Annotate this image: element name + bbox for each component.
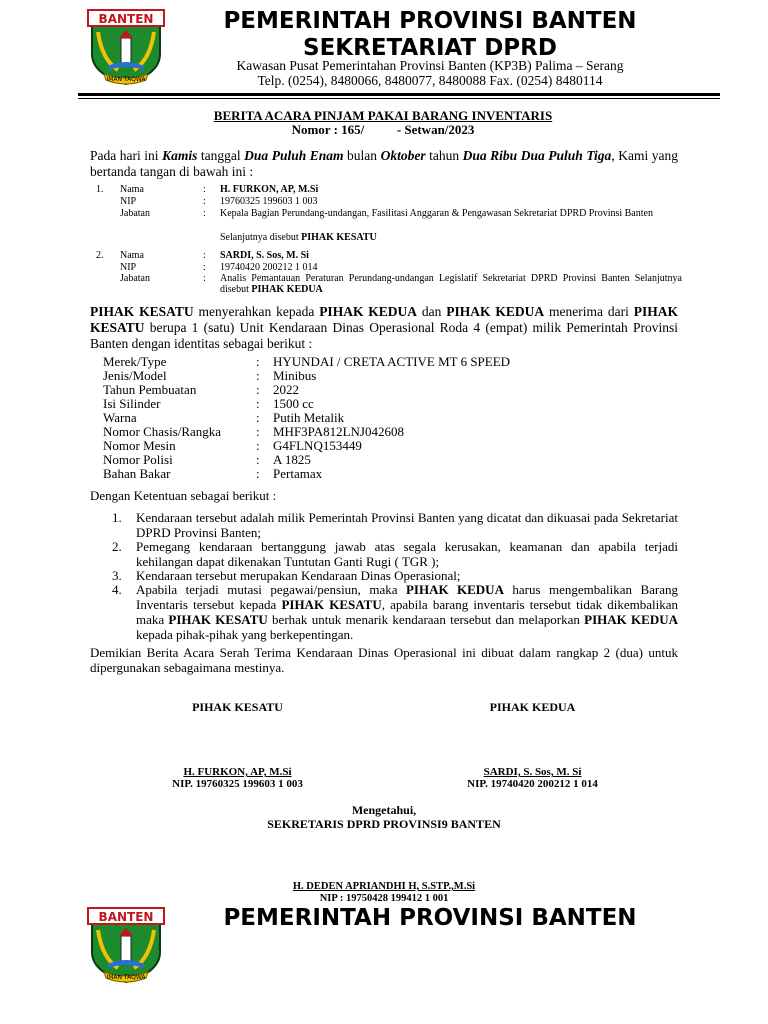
colon: : — [256, 466, 260, 481]
term-3: Kendaraan tersebut merupakan Kendaraan Dinas Operasional; — [136, 568, 461, 583]
footer-letterhead-title: PEMERINTAH PROVINSI BANTEN — [223, 905, 637, 931]
signature-right-nip: NIP. 19740420 200212 1 014 — [467, 778, 598, 790]
vehicle-label-fuel: Bahan Bakar — [103, 466, 171, 481]
vehicle-label-plate: Nomor Polisi — [103, 452, 173, 467]
colon: : — [256, 354, 260, 369]
letterhead-subtitle: SEKRETARIAT DPRD — [303, 35, 557, 61]
colon: : — [256, 438, 260, 453]
term-2: Pemegang kendaraan bertanggung jawab atas segala kerusakan, keamanan dan apabila terjadi kehilangan dapat dikenakan Tuntutan Ganti Rugi ( TGR ); — [136, 539, 678, 569]
document-title: BERITA ACARA PINJAM PAKAI BARANG INVENTARIS — [213, 108, 553, 123]
letterhead-address: Kawasan Pusat Pemerintahan Provinsi Banten (KP3B) Palima – Serang — [236, 58, 624, 73]
colon: : — [203, 208, 206, 219]
term-4-number: 4. — [112, 582, 122, 597]
colon: : — [256, 368, 260, 383]
vehicle-value-color: Putih Metalik — [273, 410, 345, 425]
party-2-name-label: Nama — [120, 250, 144, 261]
colon: : — [256, 382, 260, 397]
svg-text:BANTEN: BANTEN — [98, 12, 154, 26]
term-3-number: 3. — [112, 568, 122, 583]
term-2-number: 2. — [112, 539, 122, 554]
closing-paragraph: Demikian Berita Acara Serah Terima Kendaraan Dinas Operasional ini dibuat dalam rangkap 2 (dua) untuk dipergunakan sebagaimana mestinya. — [90, 645, 678, 675]
acknowledgement-role: SEKRETARIS DPRD PROVINSI9 BANTEN — [267, 817, 501, 831]
colon: : — [256, 452, 260, 467]
signature-left-nip: NIP. 19760325 199603 1 003 — [172, 778, 303, 790]
colon: : — [256, 396, 260, 411]
vehicle-value-model: Minibus — [273, 368, 317, 383]
party-1-name-label: Nama — [120, 184, 144, 195]
vehicle-label-color: Warna — [103, 410, 137, 425]
vehicle-value-year: 2022 — [273, 382, 299, 397]
party-1-name: H. FURKON, AP, M.Si — [220, 184, 319, 195]
header-rule-thin — [78, 98, 720, 99]
svg-text:IMAN TAQWA: IMAN TAQWA — [106, 76, 146, 83]
signature-right-name: SARDI, S. Sos, M. Si — [483, 766, 582, 778]
signature-right-role: PIHAK KEDUA — [489, 700, 576, 714]
party-2-name: SARDI, S. Sos, M. Si — [220, 250, 309, 261]
document-number: Nomor : 165/ - Setwan/2023 — [291, 122, 475, 137]
vehicle-label-model: Jenis/Model — [103, 368, 167, 383]
colon: : — [203, 262, 206, 273]
svg-text:IMAN TAQWA: IMAN TAQWA — [106, 974, 146, 981]
acknowledgement-nip: NIP : 19750428 199412 1 001 — [319, 893, 449, 904]
opening-paragraph: Pada hari ini Kamis tanggal Dua Puluh Enam bulan Oktober tahun Dua Ribu Dua Puluh Tiga, Kami yang bertanda tangan di bawah ini : — [90, 148, 678, 179]
signature-left-name: H. FURKON, AP, M.Si — [183, 766, 292, 778]
colon: : — [203, 196, 206, 207]
party-1-nip: 19760325 199603 1 003 — [220, 196, 318, 207]
svg-text:BANTEN: BANTEN — [98, 910, 154, 924]
vehicle-label-chassis: Nomor Chasis/Rangka — [103, 424, 222, 439]
vehicle-value-engine: G4FLNQ153449 — [273, 438, 362, 453]
party-1-job-label: Jabatan — [120, 208, 150, 219]
transfer-paragraph: PIHAK KESATU menyerahkan kepada PIHAK KEDUA dan PIHAK KEDUA menerima dari PIHAK KESATU berupa 1 (satu) Unit Kendaraan Dinas Operasional Roda 4 (empat) milik Pemerintah Provinsi Banten dengan identitas sebagai berikut : — [90, 304, 678, 351]
terms-intro: Dengan Ketentuan sebagai berikut : — [90, 488, 277, 503]
vehicle-label-brand: Merek/Type — [103, 354, 167, 369]
party-1-nip-label: NIP — [120, 196, 137, 207]
colon: : — [256, 410, 260, 425]
banten-emblem-logo — [78, 906, 174, 986]
colon: : — [203, 184, 206, 195]
acknowledgement-name: H. DEDEN APRIANDHI H, S.STP.,M.Si — [292, 881, 476, 892]
acknowledgement-label: Mengetahui, — [351, 803, 417, 817]
letterhead-contact: Telp. (0254), 8480066, 8480077, 8480088 Fax. (0254) 8480114 — [257, 73, 603, 88]
party-1-number: 1. — [96, 184, 104, 195]
term-4: Apabila terjadi mutasi pegawai/pensiun, maka PIHAK KEDUA harus mengembalikan Barang Inventaris tersebut kepada PIHAK KESATU, apabila barang inventaris tersebut tidak dikembalikan maka PIHAK KESATU berhak untuk menarik kendaraan tersebut dan melaporkan PIHAK KEDUA kepada pihak-pihak yang berkepentingan. — [136, 582, 679, 642]
party-2-job: Analis Pemantauan Peraturan Perundang-undangan Legislatif Sekretariat DPRD Provinsi Banten Selanjutnya disebut PIHAK KEDUA — [220, 273, 682, 295]
vehicle-value-plate: A 1825 — [273, 452, 311, 467]
colon: : — [203, 250, 206, 261]
colon: : — [203, 273, 206, 284]
vehicle-value-cylinder: 1500 cc — [273, 396, 314, 411]
party-2-number: 2. — [96, 250, 104, 261]
vehicle-label-cylinder: Isi Silinder — [103, 396, 161, 411]
banten-emblem-logo — [78, 8, 174, 88]
vehicle-label-year: Tahun Pembuatan — [103, 382, 197, 397]
vehicle-value-brand: HYUNDAI / CRETA ACTIVE MT 6 SPEED — [273, 354, 511, 369]
colon: : — [256, 424, 260, 439]
letterhead-title: PEMERINTAH PROVINSI BANTEN — [223, 8, 637, 34]
party-1-job: Kepala Bagian Perundang-undangan, Fasilitasi Anggaran & Pengawasan Sekretariat DPRD Provinsi Banten — [220, 208, 653, 219]
vehicle-value-fuel: Pertamax — [273, 466, 323, 481]
term-1: Kendaraan tersebut adalah milik Pemerintah Provinsi Banten yang dicatat dan dikuasai pada Sekretariat DPRD Provinsi Banten; — [136, 510, 678, 540]
party-2-job-label: Jabatan — [120, 273, 150, 284]
term-1-number: 1. — [112, 510, 122, 525]
party-2-nip: 19740420 200212 1 014 — [220, 262, 318, 273]
party-2-nip-label: NIP — [120, 262, 137, 273]
party-1-reference: Selanjutnya disebut PIHAK KESATU — [220, 232, 377, 243]
signature-left-role: PIHAK KESATU — [192, 700, 283, 714]
vehicle-value-chassis: MHF3PA812LNJ042608 — [273, 424, 404, 439]
vehicle-label-engine: Nomor Mesin — [103, 438, 176, 453]
header-rule-thick — [78, 93, 720, 96]
